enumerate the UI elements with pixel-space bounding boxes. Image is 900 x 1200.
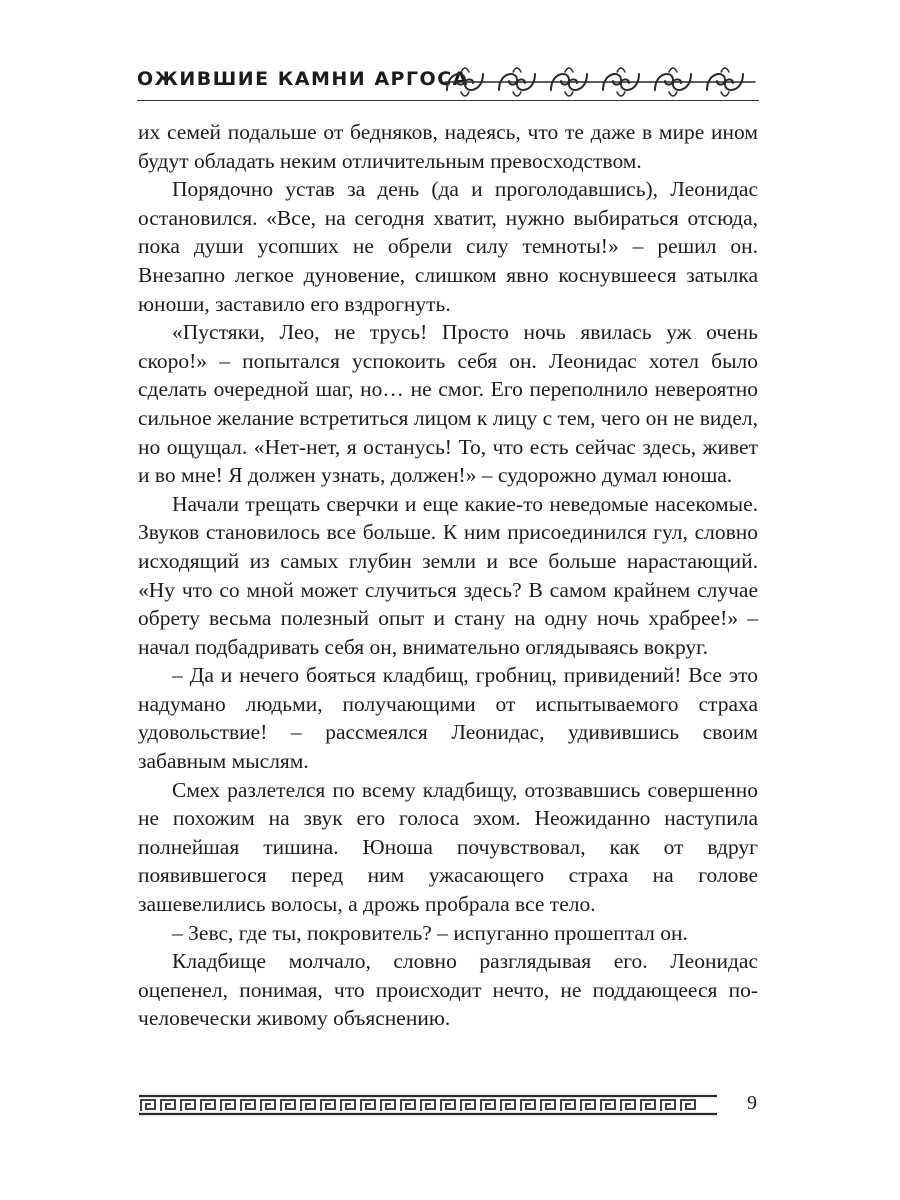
header-rule [137,100,759,101]
page-body [138,118,758,1033]
greek-key-border-icon [139,1094,719,1116]
paragraph: «Пустяки, Лео, не трусь! Просто ночь явилась уж очень скоро!» – попытался успокоить себя он. Леонидас хотел было сделать очередной шаг, но… не смог. Его переполнило невероятно сильное желание встретиться лицом к лицу с тем, чего он не видел, но ощущал. «Нет-нет, я останусь! То, что есть сейчас здесь, живет и во мне! Я должен узнать, должен!» – судорожно думал юноша. [138,320,758,488]
paragraph: Начали трещать сверчки и еще какие-то неведомые насекомые. Звуков становилось все больше. К ним присоединился гул, словно исходящий из самых глубин земли и все больше нарастающий. «Ну что со мной может случиться здесь? В самом крайнем случае обрету весьма полезный опыт и стану на одну ночь храбрее!» – начал подбадривать себя он, внимательно оглядываясь вокруг. [138,491,758,659]
paragraph: Порядочно устав за день (да и проголодавшись), Леонидас остановился. «Все, на сегодня хватит, нужно выбираться отсюда, пока души усопших не обрели силу темноты!» – решил он. Внезапно легкое дуновение, слишком явно коснувшееся затылка юноши, заставило его вздрогнуть. [138,177,758,316]
vine-scroll-ornament-icon [441,62,759,102]
paragraph: – Да и нечего бояться кладбищ, гробниц, привидений! Все это надумано людьми, получающими от испытываемого страха удовольствие! – рассмеялся Леонидас, удивившись своим забавным мыслям. [138,663,758,774]
running-title: ОЖИВШИЕ КАМНИ АРГОСА [137,68,469,90]
page-number: 9 [747,1092,757,1114]
paragraph: Кладбище молчало, словно разглядывая его. Леонидас оцепенел, понимая, что происходит нечто, не поддающееся по-человечески живому объяснению. [138,949,758,1031]
running-header [137,62,759,102]
paragraph: – Зевс, где ты, покровитель? – испуганно прошептал он. [172,920,688,945]
paragraph: Смех разлетелся по всему кладбищу, отозвавшись совершенно не похожим на звук его голоса эхом. Неожиданно наступила полнейшая тишина. Юноша почувствовал, как от вдруг появившегося перед ним ужасающего страха на голове зашевелились волосы, а дрожь пробрала все тело. [138,777,758,917]
paragraph: их семей подальше от бедняков, надеясь, что те даже в мире ином будут обладать неким отличительным превосходством. [138,120,758,173]
